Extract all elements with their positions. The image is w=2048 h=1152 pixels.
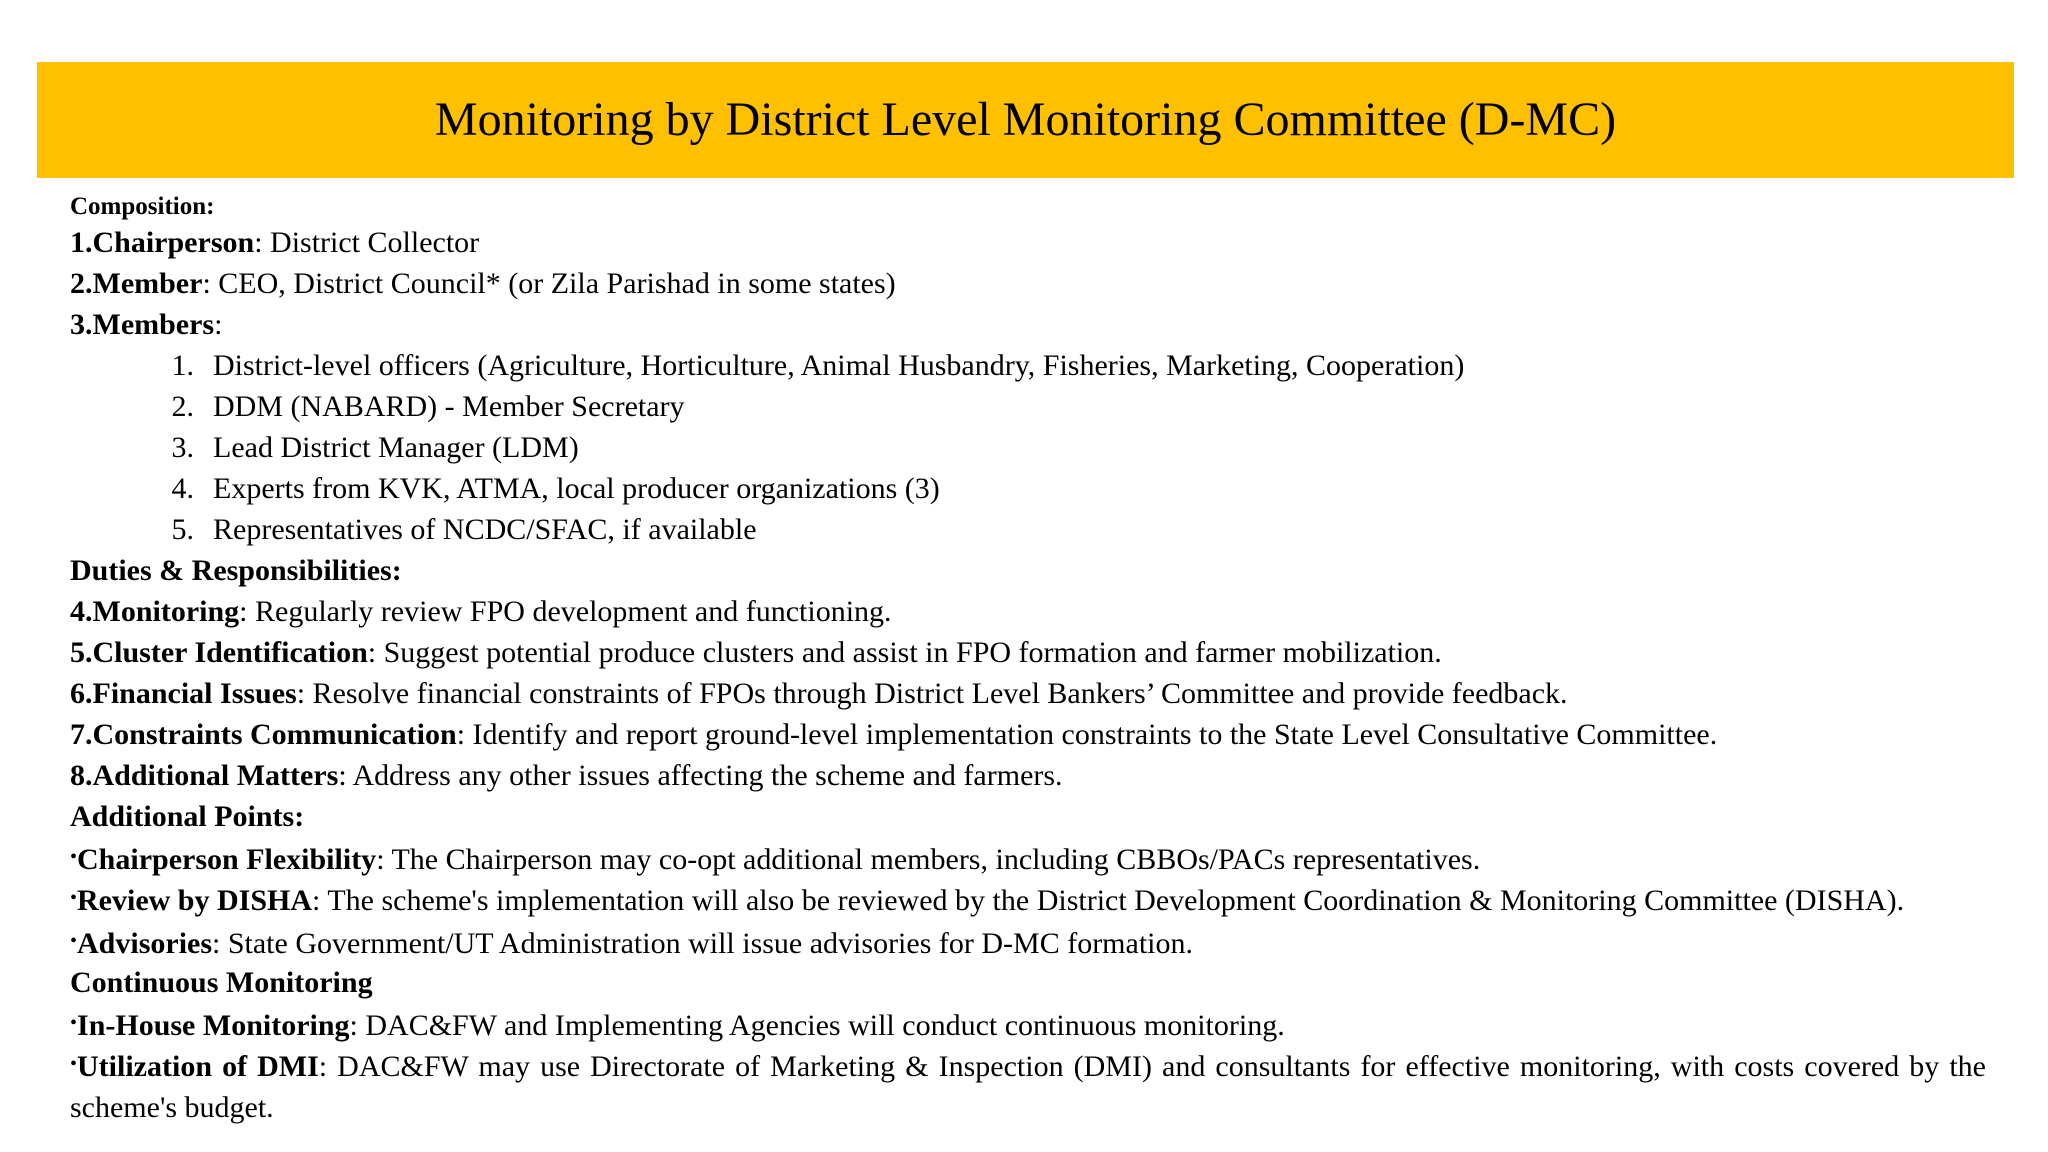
item-label: 8.Additional Matters: [70, 759, 339, 792]
bullet-icon: •: [70, 1012, 78, 1034]
members-list-item: [146, 509, 1986, 550]
list-text: Lead District Manager (LDM): [213, 431, 579, 464]
item-label: 1.Chairperson: [70, 226, 255, 259]
bullet-icon: •: [70, 1053, 78, 1075]
members-list-item: [146, 345, 1986, 386]
item-label: 4.Monitoring: [70, 595, 240, 628]
duties-heading: Duties & Responsibilities:: [70, 554, 402, 587]
slide-title: Monitoring by District Level Monitoring Committee (D-MC): [434, 93, 1617, 146]
item-text: : Identify and report ground-level implementation constraints to the State Level Consultative Committee.: [456, 718, 1718, 751]
list-text: DDM (NABARD) - Member Secretary: [213, 390, 685, 423]
item-label: 3.Members: [70, 308, 215, 341]
item-text: : District Collector: [254, 226, 480, 259]
item-text: : DAC&FW and Implementing Agencies will conduct continuous monitoring.: [349, 1009, 1285, 1042]
item-label: Utilization of DMI: [77, 1050, 319, 1083]
duty-item: [70, 591, 1986, 632]
continuous-monitoring-heading: Continuous Monitoring: [70, 966, 373, 999]
item-label: Advisories: [77, 927, 213, 960]
list-number: 4.: [171, 472, 194, 505]
continuous-item: [70, 1044, 1986, 1128]
additional-points-heading: Additional Points:: [70, 800, 305, 833]
item-text: : Resolve financial constraints of FPOs through District Level Bankers’ Committee and provide feedback.: [296, 677, 1568, 710]
additional-point-item: [70, 837, 1986, 878]
bullet-icon: •: [70, 846, 78, 868]
bullet-icon: •: [70, 887, 78, 909]
composition-item: [70, 222, 1986, 263]
composition-item: [70, 263, 1986, 304]
list-text: Representatives of NCDC/SFAC, if available: [213, 513, 757, 546]
item-label: In-House Monitoring: [77, 1009, 350, 1042]
item-text: : Address any other issues affecting the scheme and farmers.: [338, 759, 1063, 792]
members-list-item: [146, 386, 1986, 427]
duty-item: [70, 755, 1986, 796]
item-label: 7.Constraints Communication: [70, 718, 457, 751]
item-text: : The scheme's implementation will also be reviewed by the District Development Coordination & Monitoring Committee (DISHA).: [312, 884, 1905, 917]
item-label: 2.Member: [70, 267, 203, 300]
duty-item: [70, 673, 1986, 714]
members-list: [70, 345, 1986, 550]
item-text: :: [214, 308, 223, 341]
item-label: Review by DISHA: [77, 884, 313, 917]
additional-point-item: [70, 921, 1986, 962]
item-text: : CEO, District Council* (or Zila Parishad in some states): [202, 267, 896, 300]
bullet-icon: •: [70, 930, 78, 952]
composition-heading: Composition:: [70, 193, 215, 220]
title-bar: [37, 62, 2014, 178]
list-number: 5.: [171, 513, 194, 546]
duty-item: [70, 632, 1986, 673]
members-list-item: [146, 468, 1986, 509]
item-text: : DAC&FW may use Directorate of Marketing & Inspection (DMI) and consultants for effective monitoring, with costs covered by the scheme's budget.: [70, 1050, 1986, 1124]
composition-item: [70, 304, 1986, 345]
item-label: 6.Financial Issues: [70, 677, 297, 710]
duty-item: [70, 714, 1986, 755]
slide-content: [70, 193, 1986, 1128]
members-list-item: [146, 427, 1986, 468]
list-text: Experts from KVK, ATMA, local producer organizations (3): [213, 472, 940, 505]
item-label: 5.Cluster Identification: [70, 636, 368, 669]
item-text: : The Chairperson may co-opt additional members, including CBBOs/PACs representatives.: [376, 843, 1481, 876]
list-text: District-level officers (Agriculture, Horticulture, Animal Husbandry, Fisheries, Marketing, Cooperation): [213, 349, 1465, 382]
item-label: Chairperson Flexibility: [77, 843, 377, 876]
continuous-item: [70, 1003, 1986, 1044]
list-number: 3.: [171, 431, 194, 464]
list-number: 2.: [171, 390, 194, 423]
item-text: : Regularly review FPO development and functioning.: [239, 595, 892, 628]
item-text: : Suggest potential produce clusters and assist in FPO formation and farmer mobilization.: [367, 636, 1442, 669]
list-number: 1.: [171, 349, 194, 382]
item-text: : State Government/UT Administration will issue advisories for D-MC formation.: [212, 927, 1194, 960]
additional-point-item: [70, 878, 1986, 921]
